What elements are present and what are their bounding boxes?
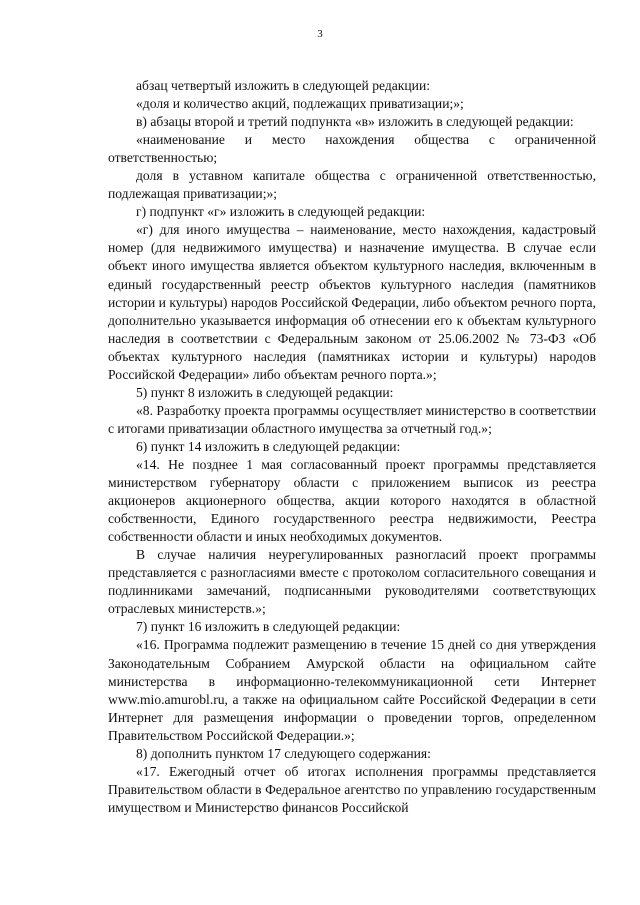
paragraph: «доля и количество акций, подлежащих приватизации;»; — [136, 96, 464, 112]
paragraph: 7) пункт 16 изложить в следующей редакции: — [136, 619, 401, 635]
paragraph: 6) пункт 14 изложить в следующей редакции: — [136, 438, 401, 454]
paragraph: В случае наличия неурегулированных разногласий проект программы представляется с разногласиями вместе с протоколом согласительного совещания и подлинниками замечаний, подписанными руководителями соответствующих отраслевых министерств.»; — [108, 547, 596, 617]
paragraph: «17. Ежегодный отчет об итогах исполнения программы представляется Правительством области в Федеральное агентство по управлению государственным имуществом и Министерство финансов Российской — [108, 763, 596, 815]
paragraph: «г) для иного имущества – наименование, место нахождения, кадастровый номер (для недвижимого имущества) и назначение имущества. В случае если объект иного имущества является объектом культурного наследия, включенным в единый государственный реестр объектов культурного наследия (памятников истории и культуры) народов Российской Федерации, либо объектом речного порта, дополнительно указывается информация об отнесении его к объектам культурного наследия в соответствии с Федеральным законом от 25.06.2002 № 73-ФЗ «Об объектах культурного наследия (памятниках истории и культуры) народов Российской Федерации» либо объектам речного порта.»; — [108, 222, 596, 382]
paragraph: доля в уставном капитале общества с ограниченной ответственностью, подлежащая приватизации;»; — [108, 168, 596, 202]
paragraph: «14. Не позднее 1 мая согласованный проект программы представляется министерством губернатору области с приложением выписок из реестра акционеров акционерного общества, акции которого находятся в областной собственности, Единого государственного реестра недвижимости, Реестра собственности области и иных необходимых документов. — [108, 456, 596, 545]
paragraph: в) абзацы второй и третий подпункта «в» изложить в следующей редакции: — [136, 114, 574, 130]
paragraph: «8. Разработку проекта программы осуществляет министерство в соответствии с итогами приватизации областного имущества за отчетный год.»; — [108, 402, 596, 436]
paragraph: 5) пункт 8 изложить в следующей редакции: — [136, 384, 394, 400]
page-number: 3 — [317, 28, 323, 40]
paragraph: «16. Программа подлежит размещению в течение 15 дней со дня утверждения Законодательным Собранием Амурской области на официальном сайте министерства в информационно-телекоммуникационной сети Интернет www.mio.amurobl.ru, а также на официальном сайте Российской Федерации в сети Интернет для размещения информации о проведении торгов, определенном Правительством Российской Федерации.»; — [108, 637, 596, 743]
document-body — [108, 77, 596, 817]
paragraph: 8) дополнить пунктом 17 следующего содержания: — [136, 745, 431, 761]
paragraph: г) подпункт «г» изложить в следующей редакции: — [136, 204, 426, 220]
paragraph: «наименование и место нахождения общества с ограниченной ответственностью; — [108, 132, 596, 166]
paragraph: абзац четвертый изложить в следующей редакции: — [136, 78, 431, 93]
